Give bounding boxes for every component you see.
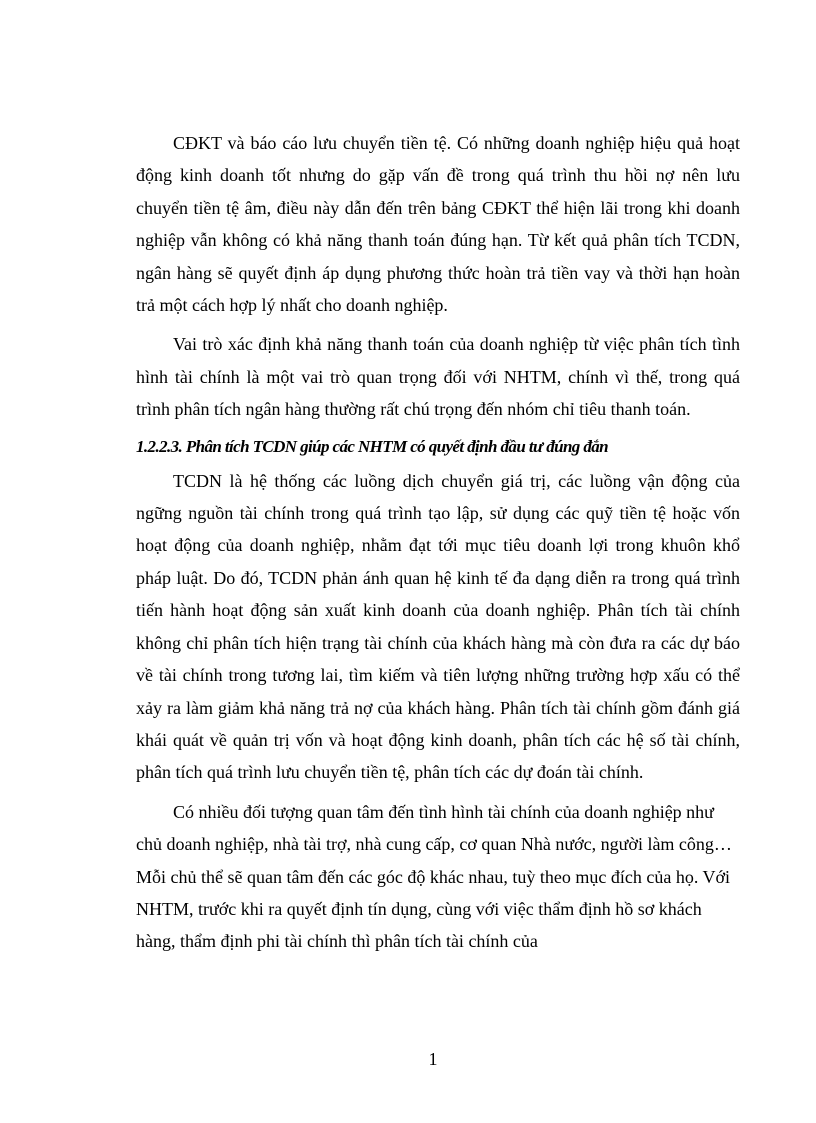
paragraph-1: CĐKT và báo cáo lưu chuyển tiền tệ. Có những doanh nghiệp hiệu quả hoạt động kinh doanh tốt nhưng do gặp vấn đề trong quá trình thu hồi nợ nên lưu chuyển tiền tệ âm, điều này dẫn đến trên bảng CĐKT thể hiện lãi trong khi doanh nghiệp vẫn không có khả năng thanh toán đúng hạn. Từ kết quả phân tích TCDN, ngân hàng sẽ quyết định áp dụng phương thức hoàn trả tiền vay và thời hạn hoàn trả một cách hợp lý nhất cho doanh nghiệp. xyxy=(136,133,740,316)
section-heading: 1.2.2.3. Phân tích TCDN giúp các NHTM có quyết định đầu tư đúng đắn xyxy=(136,436,609,456)
paragraph-3: TCDN là hệ thống các luồng dịch chuyển giá trị, các luồng vận động của ngững nguồn tài chính trong quá trình tạo lập, sử dụng các quỹ tiền tệ hoặc vốn hoạt động của doanh nghiệp, nhằm đạt tới mục tiêu doanh lợi trong khuôn khổ pháp luật. Do đó, TCDN phản ánh quan hệ kinh tế đa dạng diễn ra trong quá trình tiến hành hoạt động sản xuất kinh doanh của doanh nghiệp. Phân tích tài chính không chỉ phân tích hiện trạng tài chính của khách hàng mà còn đưa ra các dự báo về tài chính trong tương lai, tìm kiếm và tiên lượng những trường hợp xấu có thể xảy ra làm giảm khả năng trả nợ của khách hàng. Phân tích tài chính gồm đánh giá khái quát về quản trị vốn và hoạt động kinh doanh, phân tích các hệ số tài chính, phân tích quá trình lưu chuyển tiền tệ, phân tích các dự đoán tài chính. xyxy=(136,470,740,783)
document-body xyxy=(136,127,740,965)
page-number: 1 xyxy=(428,1049,438,1069)
paragraph-4: Có nhiều đối tượng quan tâm đến tình hình tài chính của doanh nghiệp như chủ doanh nghiệp, nhà tài trợ, nhà cung cấp, cơ quan Nhà nước, người làm công…Mỗi chủ thể sẽ quan tâm đến các góc độ khác nhau, tuỳ theo mục đích của họ. Với NHTM, trước khi ra quyết định tín dụng, cùng với việc thẩm định hồ sơ khách hàng, thẩm định phi tài chính thì phân tích tài chính của xyxy=(136,801,732,952)
paragraph-2: Vai trò xác định khả năng thanh toán của doanh nghiệp từ việc phân tích tình hình tài chính là một vai trò quan trọng đối với NHTM, chính vì thế, trong quá trình phân tích ngân hàng thường rất chú trọng đến nhóm chỉ tiêu thanh toán. xyxy=(136,334,740,420)
